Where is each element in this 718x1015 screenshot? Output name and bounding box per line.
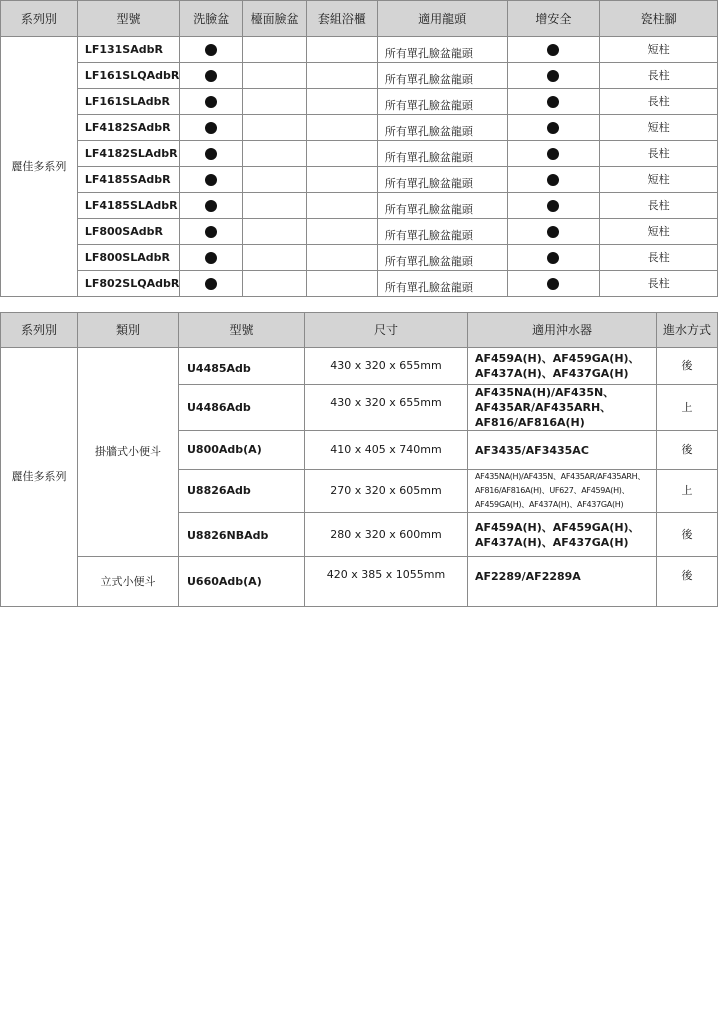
safety-cell [507,245,600,271]
safety-cell [507,89,600,115]
table-row [1,167,718,193]
counter-basin-cell [243,245,307,271]
water-inlet-cell: 後 [657,431,718,470]
cabinet-set-cell [307,193,378,219]
flush-valve-cell [468,385,657,431]
filled-dot-icon [547,200,559,212]
table-row [1,115,718,141]
flush-valve-line: AF816/AF816A(H)、UF627、AF459A(H)、 [475,486,630,495]
flush-valve-line: AF459GA(H)、AF437A(H)、AF437GA(H) [475,500,624,509]
table-row [1,37,718,63]
pedestal-cell: 長柱 [600,89,718,115]
cabinet-set-cell [307,63,378,89]
header-series: 系列別 [1,1,78,37]
header-model: 型號 [77,1,180,37]
safety-cell [507,167,600,193]
cabinet-set-cell [307,271,378,297]
faucet-cell: 所有單孔臉盆龍頭 [377,245,507,271]
flush-valve-line: AF459A(H)、AF459GA(H)、 [475,520,640,534]
pedestal-cell: 長柱 [600,271,718,297]
flush-valve-line: AF437A(H)、AF437GA(H) [475,535,629,549]
pedestal-cell: 短柱 [600,167,718,193]
model-cell: LF802SLQAdbR [77,271,180,297]
header-basin: 洗臉盆 [180,1,243,37]
flush-valve-line: AF3435/AF3435AC [475,443,589,457]
size-cell: 430 x 320 x 655mm [305,385,468,431]
table-row [1,89,718,115]
pedestal-cell: 長柱 [600,63,718,89]
flush-valve-line: AF2289/AF2289A [475,570,581,583]
counter-basin-cell [243,89,307,115]
flush-valve-cell [468,431,657,470]
model-cell: LF161SLQAdbR [77,63,180,89]
flush-valve-line: AF435AR/AF435ARH、 [475,401,612,414]
table-row [1,271,718,297]
water-inlet-cell: 後 [657,513,718,557]
counter-basin-cell [243,63,307,89]
series-cell: 麗佳多系列 [1,37,78,297]
filled-dot-icon [547,174,559,186]
pedestal-cell: 長柱 [600,193,718,219]
model-cell: LF4182SLAdbR [77,141,180,167]
cabinet-set-cell [307,141,378,167]
header-model: 型號 [179,313,305,348]
filled-dot-icon [547,96,559,108]
cabinet-set-cell [307,37,378,63]
filled-dot-icon [547,278,559,290]
filled-dot-icon [205,226,217,238]
size-cell: 270 x 320 x 605mm [305,470,468,513]
cabinet-set-cell [307,89,378,115]
faucet-cell: 所有單孔臉盆龍頭 [377,141,507,167]
filled-dot-icon [205,200,217,212]
flush-valve-line: AF459A(H)、AF459GA(H)、 [475,352,640,365]
model-cell: LF4185SAdbR [77,167,180,193]
counter-basin-cell [243,167,307,193]
basin-cell [180,37,243,63]
filled-dot-icon [547,252,559,264]
model-cell: LF4185SLAdbR [77,193,180,219]
faucet-cell: 所有單孔臉盆龍頭 [377,193,507,219]
basin-cell [180,271,243,297]
safety-cell [507,219,600,245]
table-row [1,193,718,219]
water-inlet-cell: 上 [657,385,718,431]
table-row [1,219,718,245]
model-cell: LF800SLAdbR [77,245,180,271]
model-cell: U660Adb(A) [179,557,305,607]
filled-dot-icon [205,96,217,108]
header-size: 尺寸 [305,313,468,348]
counter-basin-cell [243,115,307,141]
model-cell: U8826NBAdb [179,513,305,557]
model-cell: LF131SAdbR [77,37,180,63]
model-cell: U800Adb(A) [179,431,305,470]
safety-cell [507,37,600,63]
water-inlet-cell: 後 [657,348,718,385]
cabinet-set-cell [307,115,378,141]
size-cell: 420 x 385 x 1055mm [305,557,468,607]
filled-dot-icon [547,122,559,134]
counter-basin-cell [243,271,307,297]
flush-valve-cell [468,513,657,557]
model-cell: LF4182SAdbR [77,115,180,141]
flush-valve-line: AF435NA(H)/AF435N、AF435AR/AF435ARH、 [475,472,646,481]
pedestal-cell: 長柱 [600,245,718,271]
model-cell: LF800SAdbR [77,219,180,245]
flush-valve-line: AF437A(H)、AF437GA(H) [475,367,629,380]
faucet-cell: 所有單孔臉盆龍頭 [377,271,507,297]
faucet-cell: 所有單孔臉盆龍頭 [377,167,507,193]
basin-cell [180,63,243,89]
header-pedestal: 瓷柱腳 [600,1,718,37]
header-series: 系列別 [1,313,78,348]
counter-basin-cell [243,219,307,245]
size-cell: 410 x 405 x 740mm [305,431,468,470]
filled-dot-icon [205,174,217,186]
pedestal-cell: 短柱 [600,219,718,245]
basin-cell [180,193,243,219]
counter-basin-cell [243,37,307,63]
filled-dot-icon [205,70,217,82]
table-row [1,348,718,385]
category-cell: 掛牆式小便斗 [78,348,179,557]
header-safety: 增安全 [507,1,600,37]
basin-cell [180,115,243,141]
basin-cell [180,167,243,193]
basin-cell [180,245,243,271]
filled-dot-icon [547,44,559,56]
counter-basin-cell [243,141,307,167]
flush-valve-cell [468,470,657,513]
cabinet-set-cell [307,245,378,271]
basin-spec-table [0,0,718,297]
cabinet-set-cell [307,219,378,245]
filled-dot-icon [547,70,559,82]
model-cell: U4486Adb [179,385,305,431]
safety-cell [507,141,600,167]
header-cabinet-set: 套組浴櫃 [307,1,378,37]
basin-cell [180,219,243,245]
urinal-spec-table [0,312,718,607]
header-counter-basin: 檯面臉盆 [243,1,307,37]
cabinet-set-cell [307,167,378,193]
model-cell: U8826Adb [179,470,305,513]
filled-dot-icon [547,148,559,160]
faucet-cell: 所有單孔臉盆龍頭 [377,63,507,89]
header-flush-valve: 適用沖水器 [468,313,657,348]
filled-dot-icon [205,252,217,264]
header-water-inlet: 進水方式 [657,313,718,348]
water-inlet-cell: 後 [657,557,718,607]
basin-cell [180,141,243,167]
flush-valve-cell [468,348,657,385]
filled-dot-icon [205,44,217,56]
faucet-cell: 所有單孔臉盆龍頭 [377,115,507,141]
flush-valve-line: AF435NA(H)/AF435N、 [475,386,615,399]
header-category: 類別 [78,313,179,348]
safety-cell [507,193,600,219]
urinal-table-header [1,313,718,348]
water-inlet-cell: 上 [657,470,718,513]
faucet-cell: 所有單孔臉盆龍頭 [377,219,507,245]
flush-valve-line: AF816/AF816A(H) [475,416,585,429]
basin-table-header [1,1,718,37]
filled-dot-icon [205,148,217,160]
model-cell: U4485Adb [179,348,305,385]
counter-basin-cell [243,193,307,219]
safety-cell [507,271,600,297]
table-row [1,245,718,271]
category-cell: 立式小便斗 [78,557,179,607]
safety-cell [507,115,600,141]
table-row [1,141,718,167]
faucet-cell: 所有單孔臉盆龍頭 [377,37,507,63]
filled-dot-icon [205,278,217,290]
table-row [1,63,718,89]
flush-valve-cell [468,557,657,607]
pedestal-cell: 長柱 [600,141,718,167]
safety-cell [507,63,600,89]
pedestal-cell: 短柱 [600,37,718,63]
pedestal-cell: 短柱 [600,115,718,141]
size-cell: 430 x 320 x 655mm [305,348,468,385]
filled-dot-icon [205,122,217,134]
filled-dot-icon [547,226,559,238]
series-cell: 麗佳多系列 [1,348,78,607]
size-cell: 280 x 320 x 600mm [305,513,468,557]
basin-cell [180,89,243,115]
model-cell: LF161SLAdbR [77,89,180,115]
faucet-cell: 所有單孔臉盆龍頭 [377,89,507,115]
header-faucet: 適用龍頭 [377,1,507,37]
table-row [1,557,718,607]
